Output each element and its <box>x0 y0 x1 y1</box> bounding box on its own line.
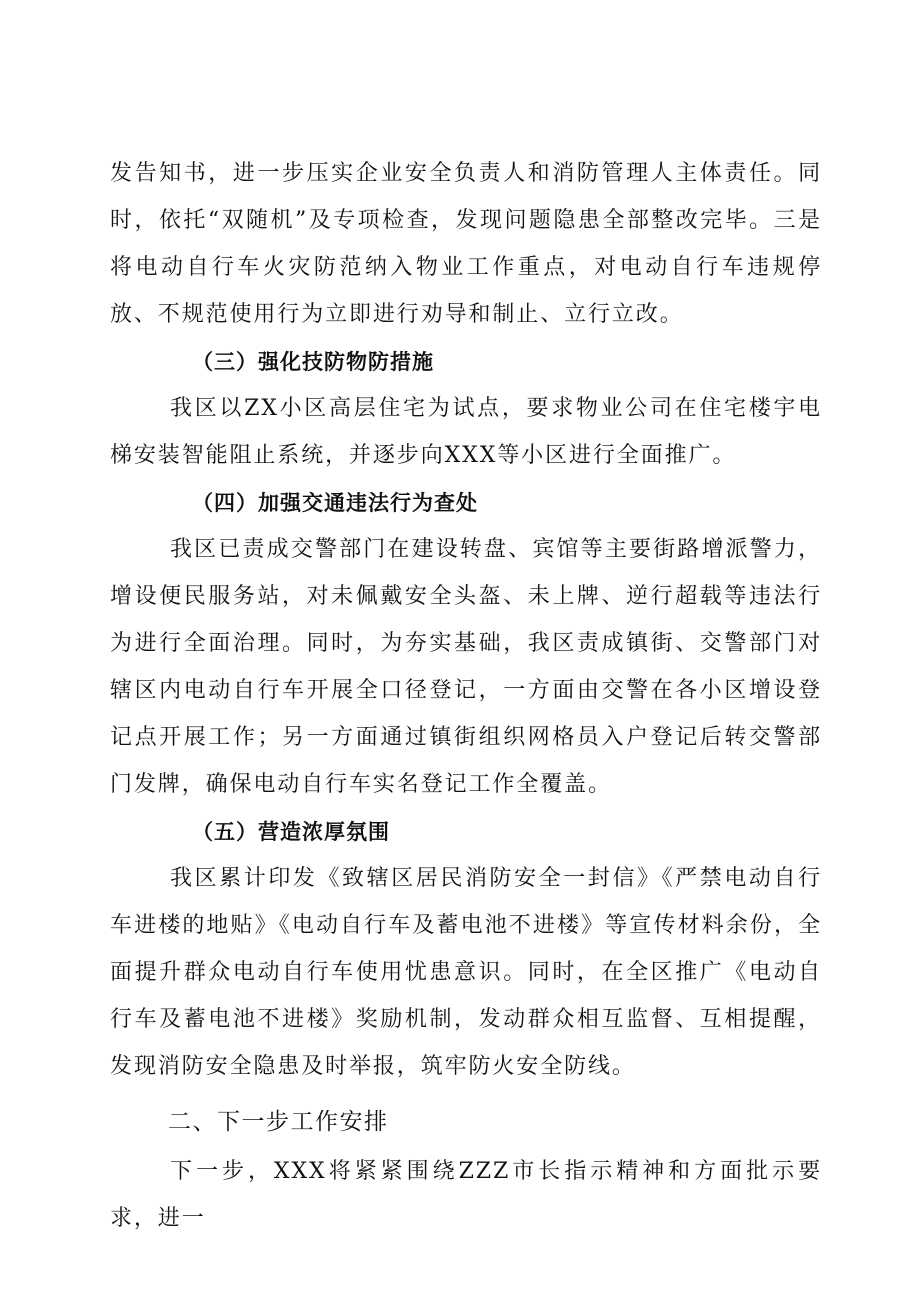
heading-4-traffic-enforcement: （四）加强交通违法行为查处 <box>192 490 478 515</box>
document-body <box>110 150 822 1242</box>
section-heading-next-steps: 二、下一步工作安排 <box>168 1109 389 1135</box>
heading-5-atmosphere: （五）营造浓厚氛围 <box>192 819 390 844</box>
paragraph-tech-measures: 我区以ZX小区高层住宅为试点，要求物业公司在住宅楼宇电梯安装智能阻止系统，并逐步向XXX等小区进行全面推广。 <box>110 396 822 468</box>
paragraph-traffic-enforcement: 我区已责成交警部门在建设转盘、宾馆等主要街路增派警力，增设便民服务站，对未佩戴安全头盔、未上牌、逆行超载等违法行为进行全面治理。同时，为夯实基础，我区责成镇街、交警部门对辖区内电动自行车开展全口径登记，一方面由交警在各小区增设登记点开展工作；另一方面通过镇街组织网格员入户登记后转交警部门发牌，确保电动自行车实名登记工作全覆盖。 <box>110 537 822 797</box>
paragraph-atmosphere: 我区累计印发《致辖区居民消防安全一封信》《严禁电动自行车进楼的地贴》《电动自行车及蓄电池不进楼》等宣传材料余份，全面提升群众电动自行车使用忧患意识。同时，在全区推广《电动自行车及蓄电池不进楼》奖励机制，发动群众相互监督、互相提醒，发现消防安全隐患及时举报，筑牢防火安全防线。 <box>110 866 822 1079</box>
paragraph-next-steps: 下一步，XXX将紧紧围绕ZZZ市长指示精神和方面批示要求，进一 <box>110 1159 822 1231</box>
paragraph-continuation: 发告知书，进一步压实企业安全负责人和消防管理人主体责任。同时，依托“双随机”及专项检查，发现问题隐患全部整改完毕。三是将电动自行车火灾防范纳入物业工作重点，对电动自行车违规停放、不规范使用行为立即进行劝导和制止、立行立改。 <box>110 161 822 327</box>
heading-3-tech-measures: （三）强化技防物防措施 <box>192 349 434 374</box>
